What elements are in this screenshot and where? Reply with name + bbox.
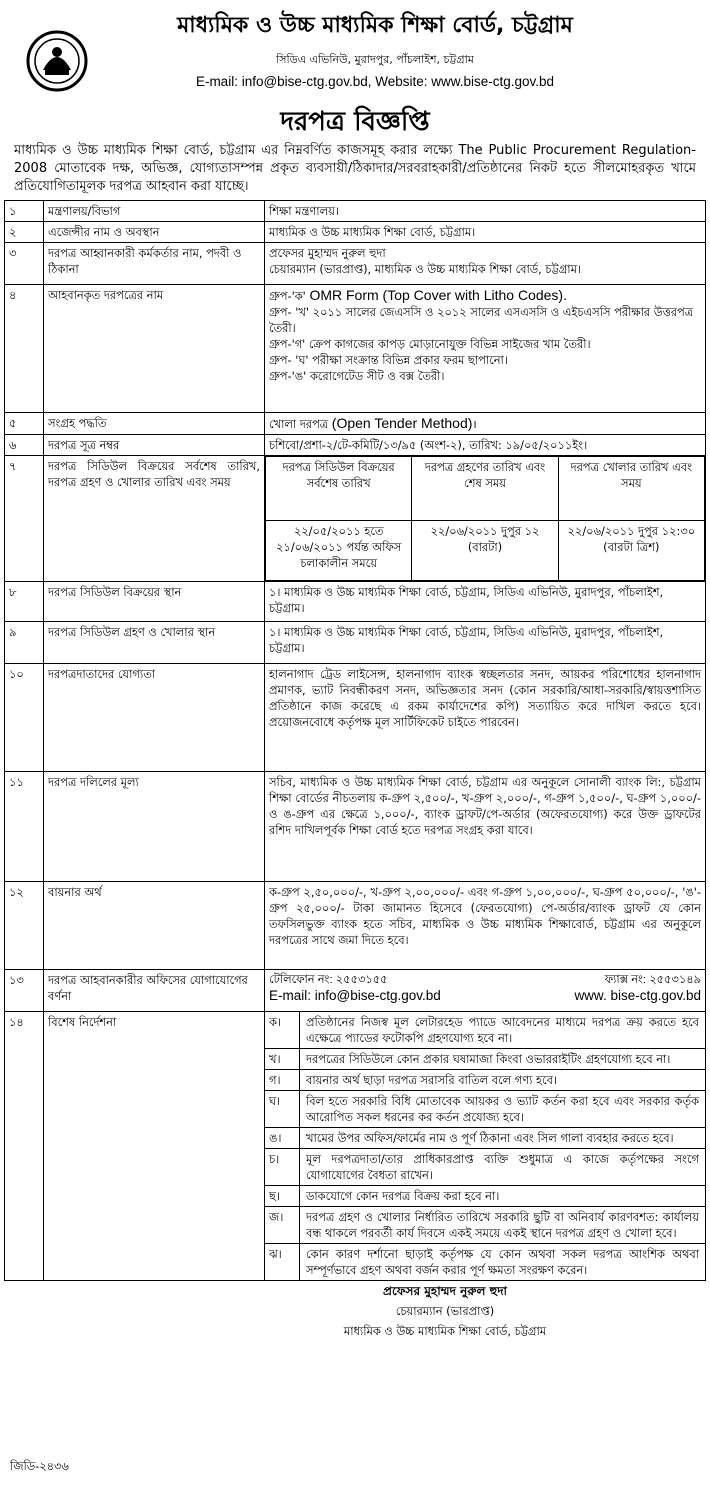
row-label: দরপত্র আহবানকারীর অফিসের যোগাযোগের বর্ণনা	[44, 970, 265, 1012]
item-text: দরপত্রের সিডিউলে কোন প্রকার ঘষামাজা কিংবা ওভাররাইটিং গ্রহণযোগ্য হবে না।	[306, 1052, 671, 1066]
row-label: মন্ত্রণালয়/বিভাগ	[44, 201, 265, 222]
item-text: ডাকযোগে কোন দরপত্র বিক্রয় করা হবে না।	[306, 1189, 500, 1203]
board-emblem-icon	[26, 30, 88, 92]
row-label: বায়নার অর্থ	[44, 882, 265, 970]
instructions-list	[265, 1012, 706, 1281]
table-row	[5, 970, 706, 1012]
row-number: ১৩	[5, 970, 44, 1012]
item-text: কোন কারণ দর্শানো ছাড়াই কর্তৃপক্ষ যে কোন অথবা সকল দরপত্র আংশিক অথবা সম্পূর্ণভাবে গ্রহণ অথবা বর্জন করার পূর্ণ ক্ষমতা সংরক্ষণ করেন।	[306, 1247, 699, 1277]
row-value	[265, 970, 706, 1012]
intro-paragraph: মাধ্যমিক ও উচ্চ মাধ্যমিক শিক্ষা বোর্ড, চট্টগ্রাম এর নিম্নবর্ণিত কাজসমূহ করার লক্ষ্যে The Public Procurement Regulation-2008 মোতাবেক দক্ষ, অভিজ্ঞ, যোগ্যতাসম্পন্ন প্রকৃত ব্যবসায়ী/ঠিকাদার/সরবরাহকারী/প্রতিষ্ঠানের নিকট হতে সীলমোহরকৃত খামে প্রতিযোগিতামূলক দরপত্র আহবান করা যাচ্ছে।	[14, 143, 696, 194]
row-number: ৪	[5, 285, 44, 413]
row-value: হালনাগাদ ট্রেড লাইসেন্স, হালনাগাদ ব্যাংক স্বচ্ছলতার সনদ, আয়কর পরিশোধের হালনাগাদ প্রমাণক, ভ্যাট নিবন্ধীকরণ সনদ, অভিজ্ঞতার সনদ (কোন সরকারি/আধা-সরকারি/স্বায়ত্তশাসিত প্রতিষ্ঠানে কাজ করেছে এ রকম কার্যাদেশের কপি) সত্যায়িত করে দাখিল করতে হবে। প্রয়োজনবোধে কর্তৃপক্ষ মূল সার্টিফিকেট চাইতে পারবেন।	[265, 664, 706, 772]
row-number: ৭	[5, 456, 44, 582]
table-row	[5, 285, 706, 413]
sale-deadline-value: ২২/০৫/২০১১ হতে ২১/০৬/২০১১ পর্যন্ত অফিস চলাকালীন সময়ে	[266, 521, 412, 581]
submission-header: দরপত্র গ্রহণের তারিখ এবং শেষ সময়	[412, 457, 558, 521]
row-label: দরপত্র সূত্র নম্বর	[44, 435, 265, 456]
table-row	[5, 1012, 706, 1281]
list-item	[265, 1244, 705, 1280]
row-label: সংগ্রহ পদ্ধতি	[44, 413, 265, 435]
row-label: দরপত্রদাতাদের যোগ্যতা	[44, 664, 265, 772]
submission-value: ২২/০৬/২০১১ দুপুর ১২ (বারটা)	[412, 521, 558, 581]
office-fax: ফ্যাক্স নং: ২৫৫৩১৪৯	[604, 974, 701, 986]
item-text: প্রতিষ্ঠানের নিজস্ব মূল লেটারহেড প্যাডে আবেদনের মাধ্যমে দরপত্র ক্রয় করতে হবে এক্ষেত্রে প্যাডের ফটোকপি গ্রহণযোগ্য হবে না।	[306, 1015, 699, 1045]
signatory-office: মাধ্যমিক ও উচ্চ মাধ্যমিক শিক্ষা বোর্ড, চট্টগ্রাম	[343, 1324, 547, 1338]
list-item	[265, 1186, 705, 1207]
list-item	[265, 1049, 705, 1070]
list-item	[265, 1128, 705, 1149]
table-row	[5, 243, 706, 285]
opening-header: দরপত্র খোলার তারিখ এবং সময়	[558, 457, 704, 521]
tender-details-table	[4, 200, 706, 1281]
row-label: দরপত্র সিডিউল গ্রহণ ও খোলার স্থান	[44, 622, 265, 664]
item-marker: ঘ।	[265, 1091, 300, 1127]
item-text: বিল হতে সরকারি বিধি মোতাবেক আয়কর ও ভ্যাট কর্তন করা হবে এবং সরকার কর্তৃক আরোপিত সকল ধরনের কর কর্তন প্রযোজ্য হবে।	[306, 1094, 699, 1124]
item-text: দরপত্র গ্রহণ ও খোলার নির্ধারিত তারিখে সরকারি ছুটি বা অনিবার্য কারণবশত: কার্যালয় বন্ধ থাকলে পরবর্তী কার্য দিবসে একই সময়ে একই স্থানে দরপত্র গ্রহণ ও খোলা হবে।	[306, 1210, 699, 1240]
signatory-designation: চেয়ারম্যান (ভারপ্রাপ্ত)	[395, 1304, 495, 1318]
table-row	[5, 456, 706, 582]
method-prefix: খোলা দরপত্র	[269, 417, 329, 431]
item-marker: ঝ।	[265, 1244, 300, 1280]
row-value: সচিব, মাধ্যমিক ও উচ্চ মাধ্যমিক শিক্ষা বোর্ড, চট্টগ্রাম এর অনুকূলে সোনালী ব্যাংক লি:, চট্টগ্রাম শিক্ষা বোর্ডের নীচতলায় ক-গ্রুপ ২,৫০০/-, খ-গ্রুপ ২,০০০/-, গ-গ্রুপ ১,৫০০/-, ঘ-গ্রুপ ১,০০০/- ও ঙ-গ্রুপ এর ক্ষেত্রে ১,০০০/-, ব্যাংক ড্রাফট/পে-অর্ডার (অফেরতযোগ্য) করে উক্ত ড্রাফটের রশিদ দাখিলপূর্বক শিক্ষা বোর্ড হতে দরপত্র সংগ্রহ করা যাবে।	[265, 772, 706, 882]
item-text: মূল দরপত্রদাতা/তার প্রাধিকারপ্রাপ্ত ব্যক্তি শুধুমাত্র এ কাজে কর্তৃপক্ষের সংগে যোগাযোগের বৈধতা রাখেন।	[306, 1152, 699, 1182]
footer-code: জিডি-২৪৩৬	[10, 1459, 69, 1473]
item-marker: জ।	[265, 1207, 300, 1243]
item-marker: চ।	[265, 1149, 300, 1185]
table-row	[5, 772, 706, 882]
org-address: সিডিএ এভিনিউ, মুরাদপুর, পাঁচলাইশ, চট্টগ্রাম	[276, 53, 474, 66]
notice-header	[4, 0, 706, 100]
table-row	[5, 882, 706, 970]
item-marker: গ।	[265, 1070, 300, 1090]
row-value: ক-গ্রুপ ২,৫০,০০০/-, খ-গ্রুপ ২,০০,০০০/- এবং গ-গ্রুপ ১,০০,০০০/-, ঘ-গ্রুপ ৫০,০০০/-, 'ঙ'-গ্রুপ ২৫,০০০/- টাকা জামানত হিসেবে (ফেরতযোগ্য) পে-অর্ডার/ব্যাংক ড্রাফট যে কোন তফসিলভুক্ত ব্যাংক হতে সচিব, মাধ্যমিক ও উচ্চ মাধ্যমিক শিক্ষাবোর্ড, চট্টগ্রাম এর অনুকূলে দরপত্রের সাথে জমা দিতে হবে।	[265, 882, 706, 970]
officer-name: প্রফেসর মুহাম্মদ নুরুল হুদা	[269, 246, 386, 260]
table-row	[5, 222, 706, 243]
row-number: ৯	[5, 622, 44, 664]
row-value	[265, 413, 706, 435]
item-marker: ঙ।	[265, 1128, 300, 1148]
item-text: খামের উপর অফিস/ফার্মের নাম ও পূর্ণ ঠিকানা এবং সিল গালা ব্যবহার করতে হবে।	[306, 1131, 674, 1145]
row-number: ১২	[5, 882, 44, 970]
sale-deadline-header: দরপত্র সিডিউল বিক্রয়ের সর্বশেষ তারিখ	[266, 457, 412, 521]
row-value: মাধ্যমিক ও উচ্চ মাধ্যমিক শিক্ষা বোর্ড, চট্টগ্রাম।	[265, 222, 706, 243]
list-item	[265, 1149, 705, 1186]
table-row	[5, 413, 706, 435]
group-gha: গ্রুপ- 'ঘ' পরীক্ষা সংক্রান্ত বিভিন্ন প্রকার ফরম ছাপানো।	[269, 353, 508, 367]
item-marker: খ।	[265, 1049, 300, 1069]
group-ga: গ্রুপ-'গ' ক্রেপ কাগজের কাপড় মোড়ানোযুক্ত বিভিন্ন সাইজের খাম তৈরী।	[269, 337, 591, 351]
office-email: E-mail: info@bise-ctg.gov.bd	[269, 988, 441, 1003]
row-number: ১	[5, 201, 44, 222]
row-value: শিক্ষা মন্ত্রণালয়।	[265, 201, 706, 222]
row-number: ১০	[5, 664, 44, 772]
dates-subtable	[265, 456, 705, 581]
signatory-name: প্রফেসর মুহাম্মদ নুরুল হুদা	[382, 1284, 508, 1298]
list-item	[265, 1012, 705, 1049]
group-kha: গ্রুপ- 'খ' ২০১১ সালের জেএসসি ও ২০১২ সালের এসএসসি ও এইচএসসি পরীক্ষার উত্তরপত্র তৈরী।	[269, 305, 694, 335]
row-label: আহবানকৃত দরপত্রের নাম	[44, 285, 265, 413]
table-row	[5, 664, 706, 772]
row-number: ১৪	[5, 1012, 44, 1281]
row-value: ১। মাধ্যমিক ও উচ্চ মাধ্যমিক শিক্ষা বোর্ড, চট্টগ্রাম, সিডিএ এভিনিউ, মুরাদপুর, পাঁচলাইশ, চট্টগ্রাম।	[265, 622, 706, 664]
opening-value: ২২/০৬/২০১১ দুপুর ১২:৩০ (বারটা ত্রিশ)	[558, 521, 704, 581]
item-marker: ছ।	[265, 1186, 300, 1206]
row-number: ২	[5, 222, 44, 243]
row-label: বিশেষ নির্দেশনা	[44, 1012, 265, 1281]
row-value	[265, 456, 706, 582]
row-label: দরপত্র আহ্বানকারী কর্মকর্তার নাম, পদবী ও ঠিকানা	[44, 243, 265, 285]
row-label: এজেন্সীর নাম ও অবস্থান	[44, 222, 265, 243]
group-ka-text: OMR Form (Top Cover with Litho Codes).	[309, 287, 567, 303]
row-value: চশিবো/প্রশা-২/টে-কমিটি/১৩/৯৫ (অংশ-২), তারিখ: ১৯/০৫/২০১১ইং।	[265, 435, 706, 456]
item-marker: ক।	[265, 1012, 300, 1048]
row-label: দরপত্র দলিলের মূল্য	[44, 772, 265, 882]
email-web-line	[269, 988, 701, 1004]
notice-title: দরপত্র বিজ্ঞপ্তি	[280, 107, 430, 137]
list-item	[265, 1207, 705, 1244]
row-value	[265, 243, 706, 285]
office-website: www. bise-ctg.gov.bd	[574, 988, 701, 1003]
group-ka-prefix: গ্রুপ-'ক'	[269, 289, 306, 303]
row-number: ৩	[5, 243, 44, 285]
item-text: বায়নার অর্থ ছাড়া দরপত্র সরাসরি বাতিল বলে গণ্য হবে।	[306, 1073, 558, 1087]
row-value: ১। মাধ্যমিক ও উচ্চ মাধ্যমিক শিক্ষা বোর্ড, চট্টগ্রাম, সিডিএ এভিনিউ, মুরাদপুর, পাঁচলাইশ, চট্টগ্রাম।	[265, 582, 706, 622]
list-item	[265, 1091, 705, 1128]
office-phone: টেলিফোন নং: ২৫৫৩১৫৫	[269, 974, 388, 986]
table-row	[5, 435, 706, 456]
row-label: দরপত্র সিডিউল বিক্রয়ের স্থান	[44, 582, 265, 622]
row-label: দরপত্র সিডিউল বিক্রয়ের সর্বশেষ তারিখ, দরপত্র গ্রহণ ও খোলার তারিখ এবং সময়	[44, 456, 265, 582]
list-item	[265, 1070, 705, 1091]
table-row	[5, 201, 706, 222]
table-row	[5, 622, 706, 664]
row-number: ৬	[5, 435, 44, 456]
row-number: ১১	[5, 772, 44, 882]
method-latin: (Open Tender Method)	[331, 415, 473, 431]
officer-designation: চেয়ারম্যান (ভারপ্রাপ্ত), মাধ্যমিক ও উচ্চ মাধ্যমিক শিক্ষা বোর্ড, চট্টগ্রাম।	[269, 262, 581, 276]
phone-fax-line	[269, 972, 701, 988]
group-ka	[269, 287, 701, 304]
org-name: মাধ্যমিক ও উচ্চ মাধ্যমিক শিক্ষা বোর্ড, চট্টগ্রাম	[177, 13, 573, 38]
row-number: ৮	[5, 582, 44, 622]
group-uma: গ্রুপ-'ঙ' করোগেটেড সীট ও বক্স তৈরী।	[269, 369, 445, 383]
row-number: ৫	[5, 413, 44, 435]
row-value	[265, 285, 706, 413]
table-row	[5, 582, 706, 622]
org-contact: E-mail: info@bise-ctg.gov.bd, Website: www.bise-ctg.gov.bd	[195, 74, 555, 89]
method-suffix: ।	[472, 417, 477, 431]
signature-block	[4, 1281, 706, 1341]
